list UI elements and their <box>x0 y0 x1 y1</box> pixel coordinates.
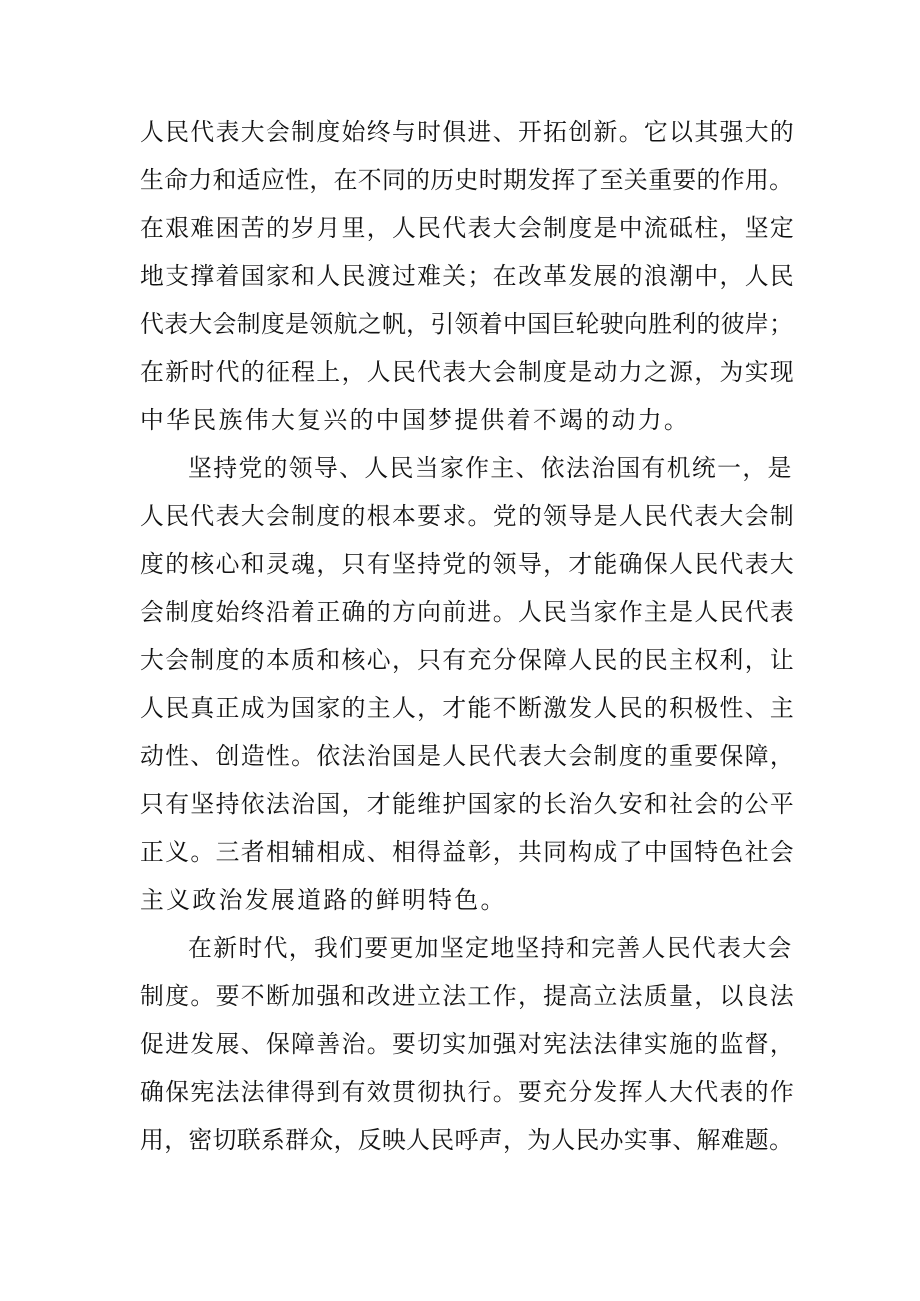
paragraph-3 <box>140 924 795 1164</box>
text-line: 在新时代，我们要更加坚定地坚持和完善人民代表大会 <box>188 934 793 962</box>
paragraph-2 <box>140 444 795 924</box>
text-line: 只有坚持依法治国，才能维护国家的长治久安和社会的公平 <box>140 790 796 818</box>
text-line: 用，密切联系群众，反映人民呼声，为人民办实事、解难题。 <box>140 1126 794 1154</box>
text-line: 度的核心和灵魂，只有坚持党的领导，才能确保人民代表大 <box>140 550 796 578</box>
text-line: 正义。三者相辅相成、相得益彰，共同构成了中国特色社会 <box>140 838 796 866</box>
text-line: 制度。要不断加强和改进立法工作，提高立法质量，以良法 <box>140 982 796 1010</box>
text-line: 大会制度的本质和核心，只有充分保障人民的民主权利，让 <box>140 646 796 674</box>
paragraph-1 <box>140 108 795 444</box>
text-line: 代表大会制度是领航之帆，引领着中国巨轮驶向胜利的彼岸； <box>140 310 794 338</box>
text-line: 人民代表大会制度的根本要求。党的领导是人民代表大会制 <box>140 502 796 530</box>
text-line: 坚持党的领导、人民当家作主、依法治国有机统一，是 <box>188 454 793 482</box>
text-line: 动性、创造性。依法治国是人民代表大会制度的重要保障， <box>140 742 796 770</box>
text-line: 促进发展、保障善治。要切实加强对宪法法律实施的监督， <box>140 1030 796 1058</box>
text-line: 在艰难困苦的岁月里，人民代表大会制度是中流砥柱，坚定 <box>140 214 796 242</box>
text-line: 确保宪法法律得到有效贯彻执行。要充分发挥人大代表的作 <box>140 1078 796 1106</box>
text-line: 生命力和适应性，在不同的历史时期发挥了至关重要的作用。 <box>140 166 794 194</box>
text-line: 会制度始终沿着正确的方向前进。人民当家作主是人民代表 <box>140 598 796 626</box>
text-line: 主义政治发展道路的鲜明特色。 <box>140 886 507 914</box>
text-line: 地支撑着国家和人民渡过难关；在改革发展的浪潮中，人民 <box>140 262 796 290</box>
text-line: 人民代表大会制度始终与时俱进、开拓创新。它以其强大的 <box>140 118 796 146</box>
text-line: 在新时代的征程上，人民代表大会制度是动力之源，为实现 <box>140 358 796 386</box>
text-line: 人民真正成为国家的主人，才能不断激发人民的积极性、主 <box>140 694 796 722</box>
document-page <box>140 108 795 1164</box>
text-line: 中华民族伟大复兴的中国梦提供着不竭的动力。 <box>140 406 691 434</box>
